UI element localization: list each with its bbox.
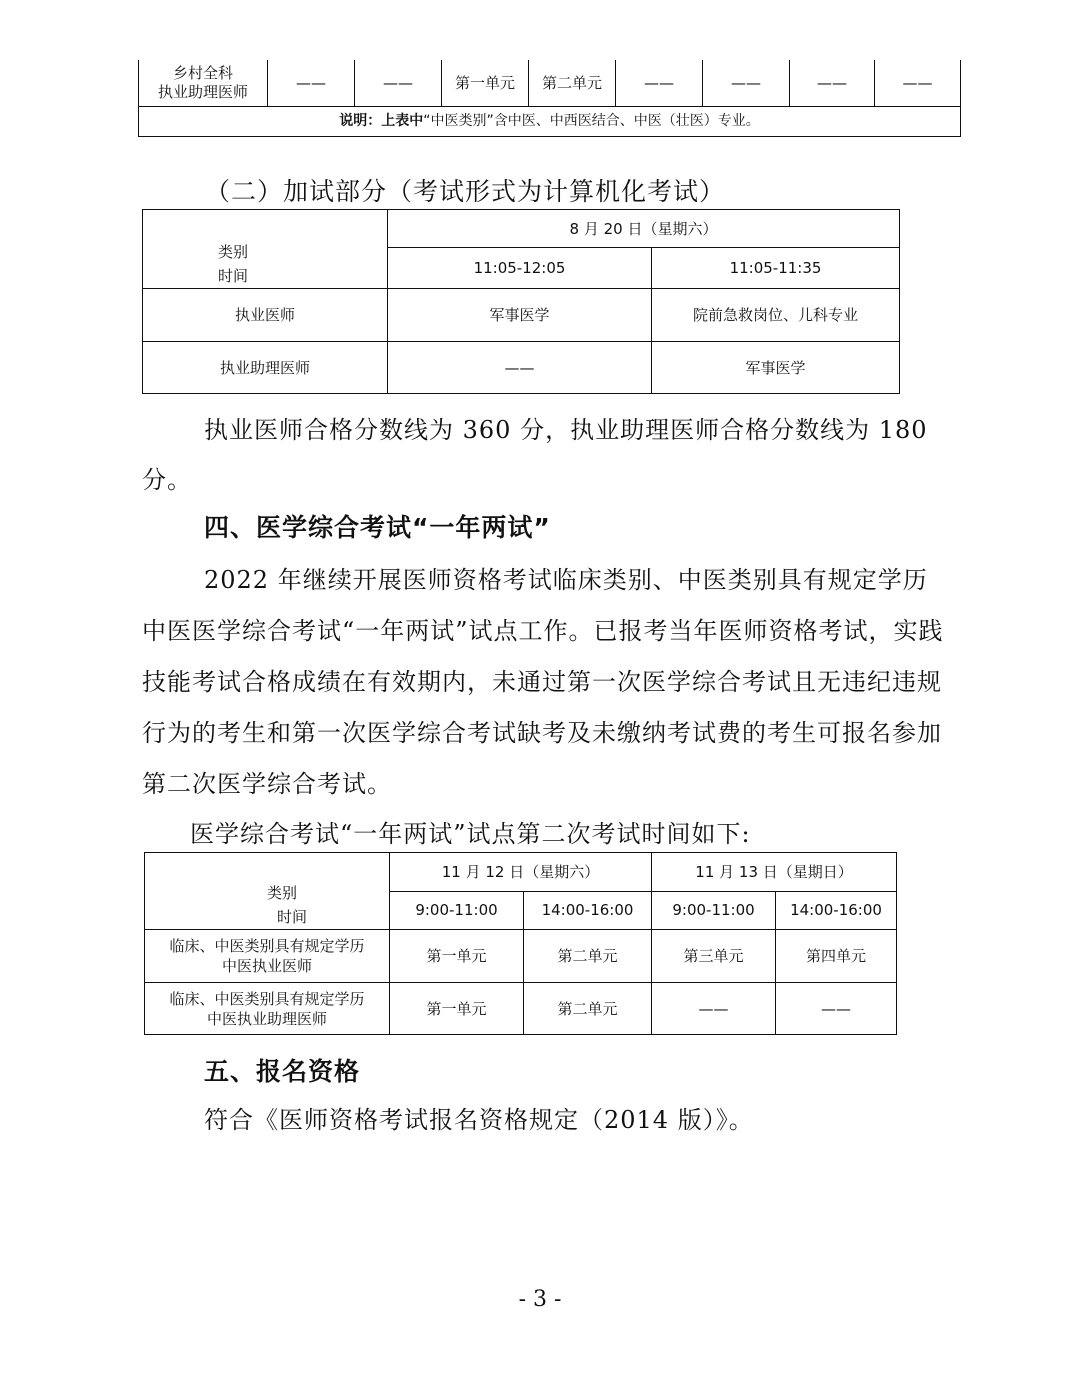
- table-cell: 第一单元: [390, 983, 524, 1035]
- time-header: 9:00-11:00: [652, 891, 776, 930]
- row-label: [139, 60, 268, 106]
- table-cell: 第二单元: [529, 60, 616, 106]
- row-label: [145, 983, 390, 1035]
- second-exam-table: [144, 852, 897, 1035]
- row-label: 执业助理医师: [143, 342, 388, 394]
- time-header: 14:00-16:00: [776, 891, 897, 930]
- table-cell: ——: [652, 983, 776, 1035]
- corner-header: [145, 853, 390, 930]
- corner-top-label: 类别: [218, 243, 249, 261]
- row-label-line2: 中医执业助理医师: [206, 1009, 327, 1028]
- note-bold: 说明：上表中: [339, 113, 424, 129]
- table-cell: ——: [776, 983, 897, 1035]
- section5-title: 五、报名资格: [204, 1057, 361, 1086]
- table-cell: 军事医学: [652, 342, 900, 394]
- section4-body: 2022 年继续开展医师资格考试临床类别、中医类别具有规定学历中医医学综合考试“一年两试”试点工作。已报考当年医师资格考试，实践技能考试合格成绩在有效期内，未通过第一次医学综合考试且无违纪违规行为的考生和第一次医学综合考试缺考及未缴纳考试费的考生可报名参加第二次医学综合考试。: [142, 566, 944, 798]
- time-header-2: 11:05-11:35: [652, 248, 900, 289]
- extra-exam-table: [142, 209, 900, 394]
- time-header: 9:00-11:00: [390, 891, 524, 930]
- note-text: “中医类别”含中医、中西医结合、中医（壮医）专业。: [423, 113, 760, 129]
- table-cell: 第三单元: [652, 930, 776, 983]
- time-header-1: 11:05-12:05: [388, 248, 652, 289]
- table-cell: 第二单元: [524, 930, 652, 983]
- corner-top-label: 类别: [267, 884, 298, 902]
- row-label-line1: 乡村全科: [172, 63, 233, 82]
- row-label: 执业医师: [143, 289, 388, 342]
- table-cell: 第四单元: [776, 930, 897, 983]
- table-cell: ——: [616, 60, 703, 106]
- table-cell: 第一单元: [442, 60, 529, 106]
- table-cell: 军事医学: [388, 289, 652, 342]
- date-header-2: 11 月 13 日（星期日）: [652, 853, 897, 892]
- table-caption: 医学综合考试“一年两试”试点第二次考试时间如下:: [190, 820, 751, 848]
- table-cell: ——: [388, 342, 652, 394]
- date-header-1: 11 月 12 日（星期六）: [390, 853, 652, 892]
- table-cell: ——: [355, 60, 442, 106]
- pass-line-paragraph: 执业医师合格分数线为 360 分，执业助理医师合格分数线为 180 分。: [142, 416, 928, 494]
- time-header: 14:00-16:00: [524, 891, 652, 930]
- row-label-line1: 临床、中医类别具有规定学历: [169, 937, 365, 955]
- table-cell: ——: [875, 60, 961, 106]
- table-cell: ——: [268, 60, 355, 106]
- row-label: [145, 930, 390, 983]
- table-cell: 第二单元: [524, 983, 652, 1035]
- corner-bottom-label: 时间: [218, 267, 249, 285]
- table-cell: 第一单元: [390, 930, 524, 983]
- corner-header: [143, 210, 388, 289]
- section4-title: 四、医学综合考试“一年两试”: [204, 513, 551, 542]
- section-extra-title: （二）加试部分（考试形式为计算机化考试）: [205, 177, 726, 206]
- section5-body: 符合《医师资格考试报名资格规定（2014 版）》。: [204, 1106, 754, 1134]
- table-cell: ——: [790, 60, 875, 106]
- table-note: [139, 106, 961, 136]
- table-cell: 院前急救岗位、儿科专业: [652, 289, 900, 342]
- table-cell: ——: [703, 60, 790, 106]
- row-label-line2: 执业助理医师: [157, 82, 248, 101]
- row-label-line2: 中医执业医师: [221, 957, 312, 975]
- date-header: 8 月 20 日（星期六）: [388, 210, 900, 248]
- row-label-line1: 临床、中医类别具有规定学历: [169, 989, 365, 1008]
- corner-bottom-label: 时间: [277, 908, 308, 926]
- page-number: - 3 -: [518, 1287, 562, 1312]
- top-table: [138, 60, 961, 137]
